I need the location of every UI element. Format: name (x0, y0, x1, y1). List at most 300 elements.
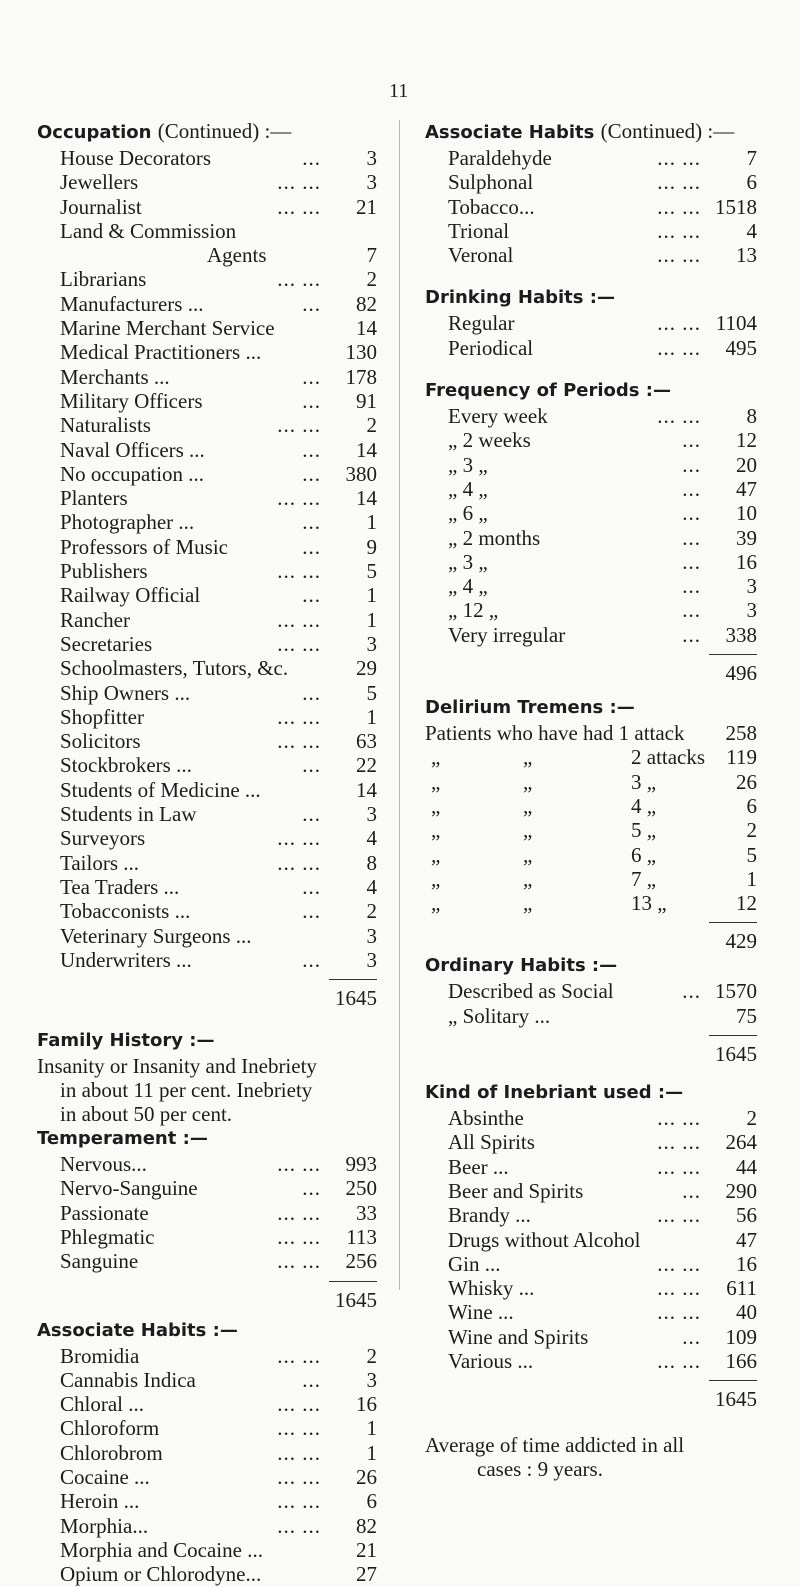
leader-dots: ... ... (277, 1489, 321, 1514)
item-value: 14 (356, 777, 377, 802)
item-label: Photographer ... (60, 510, 195, 535)
list-item (425, 1106, 757, 1130)
left-column (37, 118, 377, 1587)
item-value: 2 (366, 899, 377, 924)
ditto-mark: „ (523, 793, 533, 818)
leader-dots: ... ... (657, 311, 701, 336)
list-item (37, 1441, 377, 1465)
list-item (37, 1249, 377, 1273)
list-item (37, 1538, 377, 1562)
leader-dots: ... ... (657, 335, 701, 360)
kind-of-inebriant-list (425, 1106, 757, 1373)
leader-dots: ... (682, 428, 701, 453)
item-label: Underwriters ... (60, 947, 192, 972)
item-label: „ 2 weeks (448, 428, 531, 453)
list-item (37, 389, 377, 413)
list-item (37, 146, 377, 170)
item-label: Tea Traders ... (60, 874, 180, 899)
item-label: Absinthe (448, 1106, 524, 1131)
item-label: Tailors ... (60, 850, 140, 875)
ditto-mark: „ (431, 745, 441, 770)
item-label: Publishers (60, 559, 148, 584)
item-value: 3 (746, 598, 757, 623)
item-value: 56 (736, 1203, 757, 1228)
list-item (425, 1203, 757, 1227)
item-value: 3 (366, 947, 377, 972)
item-label: Various ... (448, 1348, 534, 1373)
item-label: Jewellers (60, 170, 139, 195)
item-label: Librarians (60, 267, 147, 292)
item-label: „ 2 months (448, 525, 541, 550)
list-item (425, 598, 757, 622)
leader-dots: ... (682, 598, 701, 623)
ditto-mark: „ (431, 793, 441, 818)
list-item (37, 462, 377, 486)
item-label: Agents (207, 243, 267, 268)
item-value: 63 (356, 729, 377, 754)
item-value: 1 (366, 510, 377, 535)
item-value: 264 (725, 1130, 757, 1155)
ordinary-habits-list (425, 979, 757, 1028)
leader-dots: ... ... (277, 1224, 321, 1249)
item-label: 3 „ (631, 769, 657, 794)
item-value: 2 (366, 1343, 377, 1368)
list-item (425, 146, 757, 170)
leader-dots: ... (302, 947, 321, 972)
item-value: 75 (736, 1003, 757, 1028)
ordinary-habits-heading: Ordinary Habits :— (425, 955, 618, 977)
item-value: 495 (725, 335, 757, 360)
list-item (425, 311, 757, 335)
list-item (425, 1179, 757, 1203)
item-label: 7 „ (631, 866, 657, 891)
item-label: House Decorators (60, 146, 212, 170)
leader-dots: ... ... (277, 704, 321, 729)
leader-dots: ... ... (277, 194, 321, 219)
list-item (425, 404, 757, 428)
item-label: Phlegmatic (60, 1224, 155, 1249)
item-label: Secretaries (60, 631, 153, 656)
item-value: 256 (345, 1249, 377, 1274)
item-value: 82 (356, 1513, 377, 1538)
item-value: 12 (736, 428, 757, 453)
list-item (425, 1349, 757, 1373)
page-number: 11 (389, 80, 409, 102)
item-value: 3 (366, 146, 377, 170)
item-label: Beer ... (448, 1154, 509, 1179)
leader-dots: ... ... (657, 404, 701, 429)
item-label: Nervous... (60, 1152, 147, 1177)
item-label: 4 „ (631, 793, 657, 818)
item-label: Whisky ... (448, 1276, 535, 1301)
item-value: 5 (366, 680, 377, 705)
item-value: 2 (746, 1106, 757, 1131)
leader-dots: ... ... (657, 170, 701, 195)
item-value: 14 (356, 486, 377, 511)
item-label: Trional (448, 218, 510, 243)
list-item (425, 1325, 757, 1349)
list-item (37, 413, 377, 437)
item-label: Very irregular (448, 622, 566, 647)
leader-dots: ... ... (277, 1392, 321, 1417)
leader-dots: ... (302, 583, 321, 608)
item-value: 14 (356, 437, 377, 462)
item-value: 5 (366, 559, 377, 584)
item-label: 6 „ (631, 842, 657, 867)
list-item (37, 535, 377, 559)
frequency-total: 496 (725, 661, 757, 686)
leader-dots: ... ... (657, 1348, 701, 1373)
leader-dots: ... ... (277, 631, 321, 656)
associate-habits-list (37, 1344, 377, 1587)
item-value: 2 (746, 818, 757, 843)
leader-dots: ... ... (657, 1154, 701, 1179)
list-item (37, 1392, 377, 1416)
item-value: 26 (356, 1465, 377, 1490)
list-item (425, 979, 757, 1003)
item-value: 91 (356, 388, 377, 413)
ditto-mark: „ (523, 818, 533, 843)
item-label: Land & Commission (60, 218, 237, 243)
ditto-mark: „ (431, 891, 441, 916)
leader-dots: ... (302, 874, 321, 899)
item-value: 44 (736, 1154, 757, 1179)
list-item (37, 705, 377, 729)
leader-dots: ... ... (277, 1249, 321, 1274)
kind-of-inebriant-heading: Kind of Inebriant used :— (425, 1082, 684, 1104)
list-item (425, 550, 757, 574)
leader-dots: ... ... (277, 1200, 321, 1225)
item-value: 178 (345, 364, 377, 389)
delirium-first-row: Patients who have had 1 attack 258 (425, 721, 757, 746)
list-item (425, 843, 757, 867)
item-label: Students of Medicine ... (60, 777, 261, 802)
item-label: Chloral ... (60, 1392, 144, 1417)
item-label: „ 3 „ (448, 549, 488, 574)
item-label: Professors of Music (60, 534, 228, 559)
list-item (425, 1276, 757, 1300)
item-value: 8 (366, 850, 377, 875)
item-label: Periodical (448, 335, 534, 360)
list-item (37, 1489, 377, 1513)
total-rule (425, 1028, 757, 1042)
item-value: 47 (736, 1227, 757, 1252)
item-label: Ship Owners ... (60, 680, 191, 705)
item-label: Drugs without Alcohol (448, 1227, 641, 1252)
leader-dots: ... (682, 1178, 701, 1203)
leader-dots: ... (682, 501, 701, 526)
item-label: „ 4 „ (448, 476, 488, 501)
ditto-mark: „ (523, 891, 533, 916)
item-value: 27 (356, 1562, 377, 1587)
item-label: Gin ... (448, 1251, 501, 1276)
leader-dots: ... ... (657, 1203, 701, 1228)
item-label: Opium or Chlorodyne... (60, 1562, 262, 1587)
item-value: 2 (366, 413, 377, 438)
item-label: Passionate (60, 1200, 149, 1225)
list-item (425, 1300, 757, 1324)
delirium-total: 429 (725, 929, 757, 954)
item-label: Chlorobrom (60, 1440, 163, 1465)
drinking-habits-list (425, 311, 757, 360)
leader-dots: ... ... (277, 729, 321, 754)
list-item (37, 1465, 377, 1489)
list-item (37, 1201, 377, 1225)
item-value: 3 (366, 1367, 377, 1392)
ditto-mark: „ (523, 745, 533, 770)
list-item (37, 1514, 377, 1538)
item-label: Surveyors (60, 826, 146, 851)
occupation-list (37, 146, 377, 972)
leader-dots: ... ... (277, 559, 321, 584)
item-label: Students in Law (60, 802, 197, 827)
item-value: 1 (366, 1416, 377, 1441)
list-item (37, 1225, 377, 1249)
list-item (425, 1004, 757, 1028)
item-value: 6 (366, 1489, 377, 1514)
occupation-heading: Occupation (Continued) :— (37, 119, 292, 143)
family-history-heading: Family History :— (37, 1030, 215, 1052)
item-label: Merchants ... (60, 364, 170, 389)
item-value: 7 (746, 146, 757, 170)
list-item (425, 1130, 757, 1154)
item-value: 29 (356, 656, 377, 681)
item-value: 1 (366, 704, 377, 729)
ditto-mark: „ (431, 769, 441, 794)
ditto-mark: „ (431, 866, 441, 891)
list-item (425, 623, 757, 647)
list-item (425, 1252, 757, 1276)
item-label: Wine ... (448, 1300, 514, 1325)
list-item (425, 428, 757, 452)
list-item (37, 1344, 377, 1368)
item-label: Cannabis Indica (60, 1367, 196, 1392)
list-item (37, 826, 377, 850)
item-value: 16 (356, 1392, 377, 1417)
leader-dots: ... (302, 364, 321, 389)
leader-dots: ... ... (277, 170, 321, 195)
list-item (37, 851, 377, 875)
list-item (425, 526, 757, 550)
item-label: „ 6 „ (448, 501, 488, 526)
list-item (425, 195, 757, 219)
family-history-text: Insanity or Insanity and Inebriety in about 11 per cent. Inebriety in about 50 per cent. (37, 1054, 317, 1127)
item-value: 13 (736, 243, 757, 268)
item-value: 338 (725, 622, 757, 647)
item-value: 22 (356, 753, 377, 778)
item-value: 4 (746, 218, 757, 243)
item-label: Described as Social (448, 979, 614, 1004)
leader-dots: ... ... (277, 826, 321, 851)
item-value: 16 (736, 549, 757, 574)
list-item (37, 583, 377, 607)
leader-dots: ... (682, 979, 701, 1004)
item-value: 40 (736, 1300, 757, 1325)
leader-dots: ... ... (277, 486, 321, 511)
item-value: 1 (746, 866, 757, 891)
leader-dots: ... (302, 510, 321, 535)
item-label: Schoolmasters, Tutors, &c. (60, 656, 289, 681)
item-value: 14 (356, 316, 377, 341)
list-item (425, 243, 757, 267)
item-label: Military Officers (60, 388, 203, 413)
list-item (37, 681, 377, 705)
item-value: 3 (366, 170, 377, 195)
item-value: 12 (736, 891, 757, 916)
leader-dots: ... (682, 525, 701, 550)
item-label: Railway Official (60, 583, 201, 608)
ordinary-habits-total: 1645 (715, 1042, 757, 1067)
list-item (37, 195, 377, 219)
list-item (37, 875, 377, 899)
list-item (425, 891, 757, 915)
list-item (37, 1562, 377, 1586)
leader-dots: ... (302, 1176, 321, 1201)
item-value: 290 (725, 1178, 757, 1203)
item-value: 3 (366, 923, 377, 948)
ditto-mark: „ (523, 842, 533, 867)
list-item (37, 1176, 377, 1200)
item-label: Wine and Spirits (448, 1324, 589, 1349)
item-value: 47 (736, 476, 757, 501)
average-note: Average of time addicted in all cases : 9 years. (425, 1433, 685, 1482)
list-item (37, 438, 377, 462)
item-label: Shopfitter (60, 704, 144, 729)
item-value: 130 (345, 340, 377, 365)
delirium-list (425, 745, 757, 915)
total-rule (425, 1373, 757, 1387)
list-item (37, 729, 377, 753)
list-item (37, 219, 377, 243)
leader-dots: ... ... (277, 1465, 321, 1490)
list-item (37, 899, 377, 923)
item-value: 6 (746, 170, 757, 195)
column-divider (399, 120, 400, 1290)
item-label: „ 3 „ (448, 452, 488, 477)
list-item (37, 802, 377, 826)
item-label: Rancher (60, 607, 130, 632)
item-label: „ 12 „ (448, 598, 499, 623)
drinking-habits-heading: Drinking Habits :— (425, 287, 615, 309)
item-value: 20 (736, 452, 757, 477)
frequency-heading: Frequency of Periods :— (425, 380, 671, 402)
total-rule (425, 915, 757, 929)
item-value: 113 (346, 1224, 377, 1249)
list-item (37, 778, 377, 802)
item-label: Every week (448, 404, 548, 429)
item-label: Veterinary Surgeons ... (60, 923, 252, 948)
leader-dots: ... (302, 899, 321, 924)
item-label: Veronal (448, 243, 514, 268)
list-item (425, 453, 757, 477)
list-item (425, 1155, 757, 1179)
ditto-mark: „ (431, 842, 441, 867)
item-label: Beer and Spirits (448, 1178, 584, 1203)
item-value: 4 (366, 874, 377, 899)
leader-dots: ... ... (277, 1440, 321, 1465)
item-value: 611 (726, 1276, 757, 1301)
temperament-list (37, 1152, 377, 1273)
list-item (37, 1368, 377, 1392)
leader-dots: ... ... (277, 850, 321, 875)
list-item (37, 948, 377, 972)
temperament-heading: Temperament :— (37, 1128, 208, 1150)
item-value: 3 (366, 802, 377, 827)
item-label: Paraldehyde (448, 146, 552, 170)
item-label: 2 attacks (631, 745, 706, 770)
leader-dots: ... ... (657, 1276, 701, 1301)
item-value: 1 (366, 1440, 377, 1465)
item-value: 16 (736, 1251, 757, 1276)
kind-of-inebriant-total: 1645 (715, 1387, 757, 1412)
item-label: Bromidia (60, 1343, 140, 1368)
item-label: Tobacco... (448, 194, 535, 219)
ditto-mark: „ (523, 866, 533, 891)
list-item (37, 267, 377, 291)
item-value: 2 (366, 267, 377, 292)
item-value: 1104 (715, 311, 757, 336)
item-value: 21 (356, 194, 377, 219)
item-value: 1570 (715, 979, 757, 1004)
list-item (37, 316, 377, 340)
list-item (37, 243, 377, 267)
list-item (37, 924, 377, 948)
leader-dots: ... ... (657, 1130, 701, 1155)
leader-dots: ... (302, 461, 321, 486)
list-item (425, 770, 757, 794)
total-rule (37, 1274, 377, 1288)
item-label: Chloroform (60, 1416, 160, 1441)
item-label: All Spirits (448, 1130, 535, 1155)
delirium-heading: Delirium Tremens :— (425, 697, 635, 719)
item-value: 10 (736, 501, 757, 526)
leader-dots: ... (302, 1367, 321, 1392)
list-item (425, 867, 757, 891)
item-label: Naval Officers ... (60, 437, 205, 462)
item-label: „ Solitary ... (448, 1003, 551, 1028)
leader-dots: ... ... (657, 243, 701, 268)
item-value: 1 (366, 583, 377, 608)
occupation-total: 1645 (335, 986, 377, 1011)
list-item (425, 1228, 757, 1252)
list-item (425, 574, 757, 598)
item-label: Stockbrokers ... (60, 753, 192, 778)
item-label: Marine Merchant Service (60, 316, 275, 341)
leader-dots: ... (682, 1324, 701, 1349)
leader-dots: ... ... (657, 218, 701, 243)
list-item (425, 219, 757, 243)
leader-dots: ... ... (657, 1106, 701, 1131)
item-value: 109 (725, 1324, 757, 1349)
leader-dots: ... (682, 476, 701, 501)
leader-dots: ... (302, 753, 321, 778)
item-label: „ 4 „ (448, 574, 488, 599)
leader-dots: ... (302, 534, 321, 559)
ditto-mark: „ (431, 818, 441, 843)
leader-dots: ... (682, 574, 701, 599)
list-item (37, 1152, 377, 1176)
item-label: Morphia... (60, 1513, 149, 1538)
item-label: Sanguine (60, 1249, 139, 1274)
item-label: Cocaine ... (60, 1465, 150, 1490)
leader-dots: ... (682, 622, 701, 647)
item-label: No occupation ... (60, 461, 205, 486)
item-value: 26 (736, 769, 757, 794)
list-item (37, 486, 377, 510)
list-item (37, 632, 377, 656)
leader-dots: ... ... (277, 413, 321, 438)
item-label: Naturalists (60, 413, 151, 438)
